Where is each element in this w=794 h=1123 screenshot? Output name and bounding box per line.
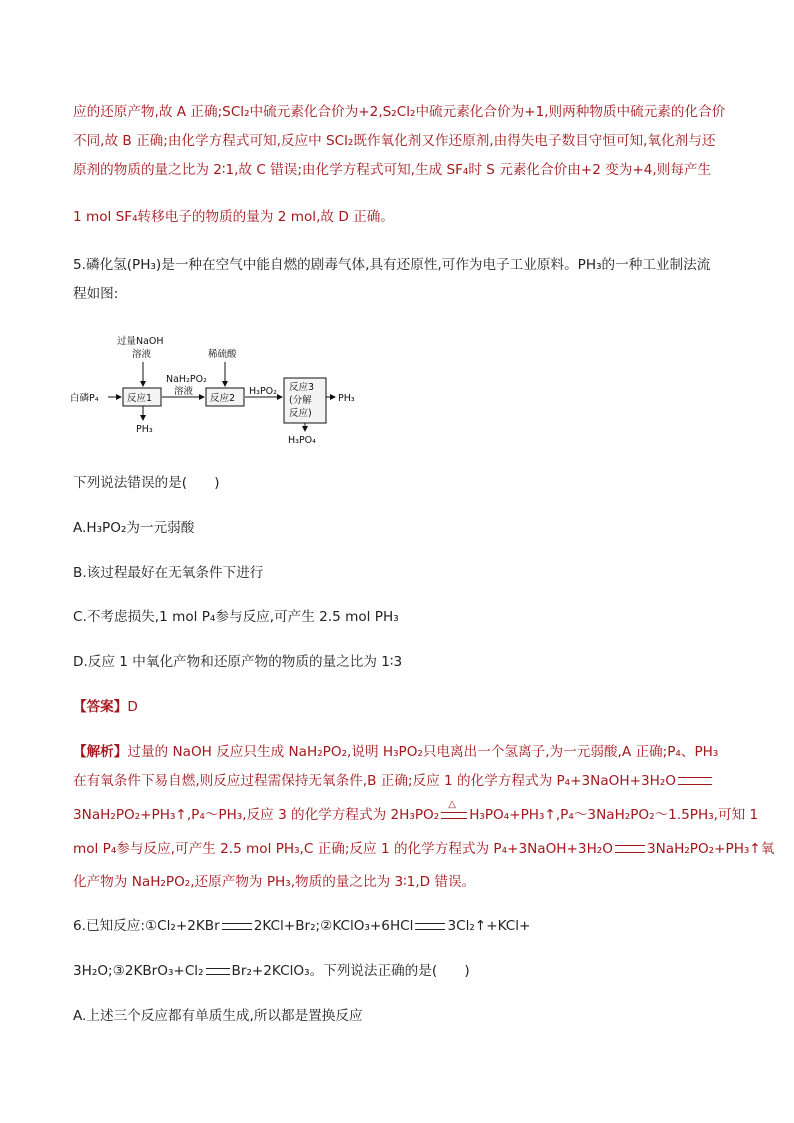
- answer-value: D: [127, 699, 138, 715]
- q6-stem-line-2: [73, 962, 470, 980]
- equals-sign-2: [615, 845, 645, 853]
- q5-answer: [73, 698, 138, 716]
- flow-box3-line1: 反应3: [289, 382, 315, 393]
- analysis-text-3a: 3NaH₂PO₂+PH₃↑,P₄～PH₃,反应 3 的化学方程式为 2H₃PO₂: [73, 807, 440, 823]
- q5-prompt: 下列说法错误的是( ): [73, 475, 220, 491]
- q6-stem-cont: 3H₂O;: [73, 963, 113, 979]
- prev-solution-line-2: 不同,故 B 正确;由化学方程式可知,反应中 SCl₂既作氧化剂又作还原剂,由得失电子数目守恒可知,氧化剂与还: [73, 133, 716, 149]
- q6-option-a: A.上述三个反应都有单质生成,所以都是置换反应: [73, 1008, 363, 1024]
- q5-analysis-line-2: [73, 772, 712, 790]
- flow-mid2-label: H₃PO₂: [249, 386, 277, 397]
- q6-eq1-rhs: 2KCl+Br₂;: [253, 918, 321, 934]
- flow-box3-line2: (分解: [289, 395, 312, 406]
- q5-analysis-line-5: 化产物为 NaH₂PO₂,还原产物为 PH₃,物质的量之比为 3∶1,D 错误。: [73, 874, 476, 890]
- flow-mid1-line2: 溶液: [174, 386, 194, 397]
- flow-out1-label: PH₃: [136, 424, 153, 435]
- prev-solution-line-1: 应的还原产物,故 A 正确;SCl₂中硫元素化合价为+2,S₂Cl₂中硫元素化合价为+1,则两种物质中硫元素的化合价: [73, 104, 726, 120]
- flow-reagent1-line1: 过量NaOH: [117, 336, 164, 347]
- q5-stem-line-1: 5.磷化氢(PH₃)是一种在空气中能自燃的剧毒气体,具有还原性,可作为电子工业原料。PH₃的一种工业制法流: [73, 257, 711, 273]
- flow-box2-label: 反应2: [210, 393, 236, 404]
- q6-stem-question: 。下列说法正确的是( ): [309, 963, 470, 979]
- q6-eq2-rhs: 3Cl₂↑+KCl+: [447, 918, 531, 934]
- q6-eq3-lhs: ③2KBrO₃+Cl₂: [112, 963, 204, 979]
- q5-analysis-line-1: [73, 743, 718, 761]
- q5-option-c: C.不考虑损失,1 mol P₄参与反应,可产生 2.5 mol PH₃: [73, 609, 399, 625]
- heat-equals-sign: [441, 798, 467, 819]
- flow-out3-below-label: H₃PO₄: [288, 435, 316, 446]
- analysis-text-4b: 3NaH₂PO₂+PH₃↑氧: [646, 841, 775, 857]
- analysis-text-4a: mol P₄参与反应,可产生 2.5 mol PH₃,C 正确;反应 1 的化学方程式为 P₄+3NaOH+3H₂O: [73, 841, 613, 857]
- q6-stem-intro: 6.已知反应:: [73, 918, 145, 934]
- q6-eq2-lhs: ②KClO₃+6HCl: [320, 918, 414, 934]
- answer-label: 【答案】: [73, 699, 128, 715]
- prev-solution-line-4: 1 mol SF₄转移电子的物质的量为 2 mol,故 D 正确。: [73, 209, 394, 225]
- q5-option-a: A.H₃PO₂为一元弱酸: [73, 520, 195, 536]
- flow-out3-label: PH₃: [338, 393, 355, 404]
- flow-mid1-line1: NaH₂PO₂: [166, 374, 207, 385]
- q6-eq1-lhs: ①Cl₂+2KBr: [144, 918, 220, 934]
- heat-triangle-icon: △: [448, 798, 456, 810]
- q5-analysis-line-4: [73, 840, 774, 858]
- process-flow-diagram: [70, 330, 370, 448]
- q5-analysis-line-3: [73, 798, 759, 824]
- q6-eq3-rhs: Br₂+2KClO₃: [231, 963, 310, 979]
- analysis-text-1: 过量的 NaOH 反应只生成 NaH₂PO₂,说明 H₃PO₂只电离出一个氢离子,为一元弱酸,A 正确;P₄、PH₃: [127, 744, 719, 760]
- analysis-text-2: 在有氧条件下易自燃,则反应过程需保持无氧条件,B 正确;反应 1 的化学方程式为 P₄+3NaOH+3H₂O: [73, 773, 676, 789]
- q6-stem-line-1: [73, 917, 530, 935]
- flow-box1-label: 反应1: [127, 393, 153, 404]
- flow-input-label: 白磷P₄: [70, 393, 99, 404]
- prev-solution-line-3: 原剂的物质的量之比为 2∶1,故 C 错误;由化学方程式可知,生成 SF₄时 S 元素化合价由+2 变为+4,则每产生: [73, 162, 712, 178]
- equals-sign: [678, 777, 712, 785]
- flow-box3-line3: 反应): [289, 408, 312, 419]
- q5-option-b: B.该过程最好在无氧条件下进行: [73, 565, 264, 581]
- equals-sign-eq2: [415, 923, 445, 930]
- flow-reagent1-line2: 溶液: [132, 349, 152, 360]
- analysis-label: 【解析】: [73, 744, 128, 760]
- equals-sign-eq1: [222, 923, 252, 930]
- flow-reagent2-label: 稀硫酸: [208, 349, 237, 360]
- q5-option-d: D.反应 1 中氧化产物和还原产物的物质的量之比为 1∶3: [73, 654, 403, 670]
- q5-stem-line-2: 程如图:: [73, 286, 119, 302]
- equals-sign-eq3: [206, 968, 230, 975]
- analysis-text-3b: H₃PO₄+PH₃↑,P₄～3NaH₂PO₂～1.5PH₃,可知 1: [469, 807, 759, 823]
